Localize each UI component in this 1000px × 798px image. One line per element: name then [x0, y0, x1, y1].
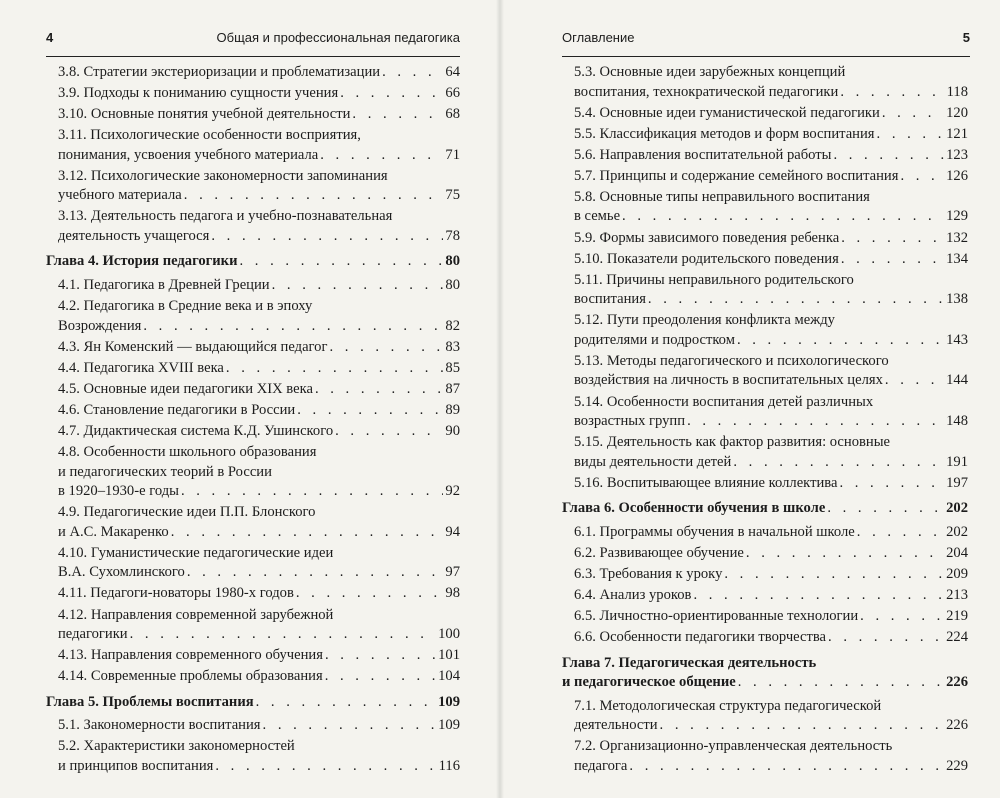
dot-leader	[833, 146, 944, 166]
toc-section-entry	[562, 474, 968, 494]
toc-entry-last-line	[574, 544, 968, 564]
table-of-contents	[46, 63, 460, 778]
toc-entry-text: 4.2. Педагогика в Средние века и в эпоху	[58, 298, 313, 315]
toc-entry-text: 6.2. Развивающее обучение	[574, 544, 744, 561]
toc-entry-text: и принципов воспитания	[58, 757, 214, 774]
toc-entry-text: 5.13. Методы педагогического и психологического	[574, 352, 889, 369]
toc-page-number: 209	[946, 565, 968, 582]
dot-leader	[885, 371, 944, 391]
toc-section-entry	[46, 105, 460, 125]
dot-leader	[857, 523, 944, 543]
toc-section-entry	[46, 646, 460, 666]
toc-page-number: 98	[445, 585, 460, 602]
toc-section-entry	[46, 401, 460, 421]
toc-section-entry	[46, 380, 460, 400]
toc-section-entry	[562, 229, 968, 249]
dot-leader	[187, 563, 444, 583]
toc-entry-last-line	[58, 186, 460, 206]
toc-entry-text: 5.15. Деятельность как фактор развития: основные	[574, 434, 890, 451]
toc-chapter-entry	[562, 499, 968, 519]
toc-entry-text: родителями и подростком	[574, 331, 735, 348]
dot-leader	[660, 716, 945, 736]
toc-section-entry	[562, 586, 968, 606]
dot-leader	[226, 359, 443, 379]
toc-entry-last-line	[46, 693, 460, 713]
toc-entry-text: воспитания	[574, 291, 646, 308]
toc-entry-text: 5.12. Пути преодоления конфликта между	[574, 312, 835, 329]
dot-leader	[746, 544, 944, 564]
toc-entry-last-line	[58, 63, 460, 83]
toc-page-number: 116	[438, 757, 460, 774]
toc-section-entry	[46, 338, 460, 358]
toc-entry-text: 4.9. Педагогические идеи П.П. Блонского	[58, 504, 316, 521]
toc-section-entry	[562, 352, 968, 391]
toc-entry-text: 4.8. Особенности школьного образования	[58, 444, 317, 461]
toc-section-entry	[46, 84, 460, 104]
dot-leader	[841, 229, 944, 249]
toc-entry-last-line	[46, 252, 460, 272]
toc-entry-last-line	[58, 276, 460, 296]
toc-entry-text: 6.5. Личностно-ориентированные технологии	[574, 608, 859, 625]
running-title: Оглавление	[562, 30, 635, 45]
toc-entry-text: воспитания, технократической педагогики	[574, 83, 839, 100]
dot-leader	[900, 167, 944, 187]
toc-section-entry	[562, 188, 968, 227]
toc-section-entry	[562, 628, 968, 648]
dot-leader	[860, 607, 944, 627]
toc-entry-last-line	[58, 146, 460, 166]
toc-entry-text: 5.10. Показатели родительского поведения	[574, 250, 839, 267]
dot-leader	[687, 412, 944, 432]
toc-section-entry	[562, 146, 968, 166]
toc-entry-text: в 1920–1930-е годы	[58, 483, 179, 500]
toc-section-entry	[562, 697, 968, 736]
toc-entry-text: 5.16. Воспитывающее влияние коллектива	[574, 474, 838, 491]
toc-entry-last-line	[574, 83, 968, 103]
toc-entry-last-line	[58, 422, 460, 442]
toc-page-number: 121	[946, 125, 968, 142]
toc-page-number: 204	[946, 544, 968, 561]
toc-entry-text: 6.4. Анализ уроков	[574, 587, 692, 603]
toc-entry-last-line	[574, 290, 968, 310]
toc-page-number: 134	[946, 250, 968, 267]
toc-entry-text: 3.11. Психологические особенности восприятия,	[58, 127, 361, 144]
toc-entry-last-line	[574, 586, 968, 606]
toc-entry-last-line	[574, 331, 968, 351]
toc-section-entry	[46, 422, 460, 442]
toc-page-number: 202	[946, 523, 968, 540]
toc-page-number: 85	[445, 359, 460, 376]
toc-section-entry	[562, 250, 968, 270]
dot-leader	[877, 125, 945, 145]
dot-leader	[315, 380, 443, 400]
toc-section-entry	[562, 565, 968, 585]
toc-entry-last-line	[58, 105, 460, 125]
toc-entry-last-line	[58, 584, 460, 604]
toc-entry-text: учебного материала	[58, 187, 182, 204]
toc-page-number: 68	[445, 106, 460, 123]
toc-entry-last-line	[58, 84, 460, 104]
toc-entry-text: 3.13. Деятельность педагога и учебно-познавательная	[58, 208, 393, 225]
dot-leader	[724, 565, 944, 585]
dot-leader	[352, 105, 443, 125]
toc-entry-text: 4.13. Направления современного обучения	[58, 647, 323, 664]
toc-section-entry	[46, 443, 460, 502]
toc-page-number: 126	[946, 167, 968, 184]
toc-page-number: 94	[445, 523, 460, 540]
dot-leader	[296, 584, 444, 604]
dot-leader	[841, 250, 944, 270]
dot-leader	[325, 667, 436, 687]
toc-entry-last-line	[58, 667, 460, 687]
toc-entry-text: 4.4. Педагогика XVIII века	[58, 359, 224, 376]
toc-entry-last-line	[574, 146, 968, 166]
toc-entry-last-line	[58, 482, 460, 502]
dot-leader	[839, 474, 944, 494]
toc-page-number: 75	[445, 187, 460, 204]
toc-entry-last-line	[574, 104, 968, 124]
toc-page-number: 80	[445, 276, 460, 293]
dot-leader	[329, 338, 443, 358]
toc-page-number: 191	[946, 453, 968, 470]
table-of-contents	[562, 63, 968, 778]
toc-entry-text: 4.10. Гуманистические педагогические идеи	[58, 544, 334, 561]
toc-section-entry	[562, 433, 968, 472]
toc-entry-last-line	[574, 371, 968, 391]
dot-leader	[215, 757, 436, 777]
toc-page-number: 109	[438, 717, 460, 734]
toc-page-number: 197	[946, 474, 968, 491]
dot-leader	[738, 673, 944, 693]
toc-page-number: 118	[946, 83, 968, 100]
toc-section-entry	[562, 167, 968, 187]
toc-entry-text: 3.10. Основные понятия учебной деятельности	[58, 106, 351, 123]
toc-section-entry	[562, 63, 968, 102]
dot-leader	[130, 625, 436, 645]
toc-entry-text: 4.1. Педагогика в Древней Греции	[58, 276, 270, 293]
dot-leader	[181, 482, 443, 502]
toc-page-number: 224	[946, 629, 968, 646]
dot-leader	[629, 757, 944, 777]
toc-entry-last-line	[58, 523, 460, 543]
dot-leader	[840, 83, 944, 103]
toc-entry-text: 5.14. Особенности воспитания детей различных	[574, 393, 874, 410]
toc-section-entry	[46, 584, 460, 604]
toc-entry-last-line	[574, 716, 968, 736]
toc-entry-text: 4.7. Дидактическая система К.Д. Ушинского	[58, 423, 334, 440]
toc-page-number: 66	[445, 85, 460, 102]
toc-entry-text: 4.11. Педагоги-новаторы 1980-х годов	[58, 585, 294, 602]
toc-entry-text: 4.12. Направления современной зарубежной	[58, 606, 334, 623]
toc-page-number: 123	[946, 146, 968, 163]
toc-section-entry	[562, 311, 968, 350]
toc-entry-last-line	[574, 250, 968, 270]
toc-page-number: 97	[445, 564, 460, 581]
running-header	[562, 30, 970, 52]
toc-page-number: 132	[946, 229, 968, 246]
toc-section-entry	[46, 716, 460, 736]
dot-leader	[272, 276, 444, 296]
toc-page-number: 101	[438, 647, 460, 664]
dot-leader	[320, 146, 443, 166]
dot-leader	[211, 227, 443, 247]
page-number: 4	[46, 30, 54, 45]
toc-entry-text: 5.9. Формы зависимого поведения ребенка	[574, 229, 840, 246]
toc-entry-text: 6.3. Требования к уроку	[574, 565, 723, 582]
header-rule	[562, 56, 970, 57]
toc-entry-text: и педагогическое общение	[562, 674, 736, 691]
toc-section-entry	[46, 63, 460, 83]
toc-entry-last-line	[574, 757, 968, 777]
toc-page-number: 83	[445, 338, 460, 355]
toc-page-number: 219	[946, 608, 968, 625]
running-title: Общая и профессиональная педагогика	[216, 30, 460, 45]
toc-page-number: 129	[946, 208, 968, 225]
toc-entry-last-line	[574, 167, 968, 187]
toc-section-entry	[46, 667, 460, 687]
toc-entry-text: 5.5. Классификация методов и форм воспитания	[574, 125, 875, 142]
dot-leader	[648, 290, 944, 310]
toc-page-number: 100	[438, 626, 460, 642]
toc-entry-last-line	[58, 625, 460, 645]
page-number: 5	[962, 30, 970, 45]
toc-entry-text: деятельность учащегося	[58, 227, 210, 244]
toc-entry-text: 5.8. Основные типы неправильного воспитания	[574, 188, 870, 205]
toc-page-number: 104	[438, 668, 460, 685]
toc-entry-last-line	[562, 499, 968, 519]
toc-page-number: 71	[445, 146, 460, 163]
toc-entry-text: 7.2. Организационно-управленческая деятельность	[574, 738, 893, 755]
toc-page-number: 90	[445, 423, 460, 440]
toc-page-number: 64	[445, 64, 460, 80]
toc-entry-text: Возрождения	[58, 317, 142, 334]
toc-entry-text: 5.6. Направления воспитательной работы	[574, 146, 832, 163]
toc-page-number: 226	[946, 674, 968, 691]
toc-entry-text: Глава 6. Особенности обучения в школе	[562, 500, 826, 517]
toc-section-entry	[562, 607, 968, 627]
toc-entry-text: и А.С. Макаренко	[58, 523, 169, 540]
dot-leader	[256, 693, 436, 713]
toc-section-entry	[46, 167, 460, 206]
toc-entry-text: 6.6. Особенности педагогики творчества	[574, 629, 827, 646]
toc-entry-text: Глава 7. Педагогическая деятельность	[562, 654, 817, 671]
toc-entry-last-line	[58, 646, 460, 666]
toc-entry-text: 5.3. Основные идеи зарубежных концепций	[574, 64, 846, 80]
toc-entry-text: 4.14. Современные проблемы образования	[58, 668, 323, 685]
toc-page-number: 87	[445, 380, 460, 397]
toc-entry-last-line	[58, 380, 460, 400]
dot-leader	[325, 646, 436, 666]
toc-section-entry	[46, 276, 460, 296]
toc-entry-text: педагога	[574, 757, 628, 774]
toc-section-entry	[562, 125, 968, 145]
dot-leader	[622, 207, 944, 227]
toc-page-number: 78	[445, 227, 460, 244]
dot-leader	[143, 317, 443, 337]
toc-page-number: 92	[445, 483, 460, 500]
toc-entry-last-line	[58, 317, 460, 337]
toc-entry-text: 5.1. Закономерности воспитания	[58, 717, 261, 734]
toc-page-number: 226	[946, 717, 968, 734]
toc-entry-text: 5.2. Характеристики закономерностей	[58, 738, 295, 755]
toc-entry-text: 4.3. Ян Коменский — выдающийся педагог	[58, 338, 328, 355]
toc-entry-last-line	[574, 229, 968, 249]
toc-section-entry	[46, 503, 460, 542]
toc-page-number: 89	[445, 401, 460, 418]
toc-entry-text: 3.12. Психологические закономерности запоминания	[58, 167, 388, 184]
toc-entry-text: Глава 5. Проблемы воспитания	[46, 693, 254, 710]
running-header	[46, 30, 460, 52]
dot-leader	[693, 586, 944, 606]
dot-leader	[733, 453, 944, 473]
toc-entry-last-line	[58, 227, 460, 247]
toc-section-entry	[562, 393, 968, 432]
toc-entry-text: и педагогических теорий в России	[58, 463, 272, 480]
toc-entry-last-line	[58, 563, 460, 583]
toc-section-entry	[562, 104, 968, 124]
toc-entry-last-line	[58, 757, 460, 777]
toc-section-entry	[562, 544, 968, 564]
header-rule	[46, 56, 460, 57]
toc-page-number: 144	[946, 372, 968, 389]
toc-section-entry	[46, 606, 460, 645]
toc-section-entry	[46, 207, 460, 246]
toc-chapter-entry	[46, 252, 460, 272]
toc-entry-last-line	[574, 565, 968, 585]
toc-section-entry	[46, 737, 460, 776]
toc-page-number: 82	[445, 317, 460, 334]
toc-entry-text: педагогики	[58, 626, 128, 642]
toc-section-entry	[562, 737, 968, 776]
toc-entry-text: 4.5. Основные идеи педагогики XIX века	[58, 380, 313, 397]
toc-page-number: 138	[946, 291, 968, 308]
toc-section-entry	[46, 544, 460, 583]
dot-leader	[340, 84, 443, 104]
toc-entry-text: 6.1. Программы обучения в начальной школе	[574, 523, 855, 540]
toc-entry-text: 3.8. Стратегии экстериоризации и проблематизации	[58, 64, 381, 80]
toc-entry-last-line	[574, 607, 968, 627]
toc-section-entry	[46, 297, 460, 336]
toc-entry-text: 3.9. Подходы к пониманию сущности учения	[58, 85, 339, 102]
dot-leader	[263, 716, 437, 736]
toc-entry-last-line	[562, 673, 968, 693]
toc-entry-text: возрастных групп	[574, 413, 686, 430]
toc-entry-text: Глава 4. История педагогики	[46, 253, 238, 270]
toc-entry-last-line	[574, 207, 968, 227]
toc-entry-last-line	[58, 401, 460, 421]
right-page	[500, 0, 1000, 798]
dot-leader	[335, 422, 443, 442]
toc-page-number: 80	[445, 253, 460, 270]
toc-entry-last-line	[574, 453, 968, 473]
toc-entry-last-line	[574, 474, 968, 494]
toc-entry-text: деятельности	[574, 717, 658, 734]
dot-leader	[882, 104, 944, 124]
toc-chapter-entry	[46, 693, 460, 713]
toc-entry-last-line	[58, 338, 460, 358]
toc-entry-text: в семье	[574, 208, 621, 225]
toc-entry-text: виды деятельности детей	[574, 453, 732, 470]
dot-leader	[297, 401, 443, 421]
toc-page-number: 143	[946, 331, 968, 348]
toc-section-entry	[562, 271, 968, 310]
toc-chapter-entry	[562, 654, 968, 693]
toc-entry-text: воздействия на личность в воспитательных целях	[574, 372, 883, 389]
toc-entry-text: 4.6. Становление педагогики в России	[58, 401, 296, 418]
dot-leader	[382, 63, 443, 83]
toc-entry-text: 5.7. Принципы и содержание семейного воспитания	[574, 167, 899, 184]
toc-entry-text: 7.1. Методологическая структура педагогической	[574, 697, 882, 714]
dot-leader	[240, 252, 444, 272]
toc-page-number: 213	[946, 587, 968, 603]
toc-entry-text: В.А. Сухомлинского	[58, 564, 185, 581]
toc-page-number: 202	[946, 500, 968, 517]
toc-entry-last-line	[58, 359, 460, 379]
toc-entry-text: понимания, усвоения учебного материала	[58, 146, 319, 163]
toc-page-number: 109	[438, 693, 460, 710]
toc-page-number: 148	[946, 413, 968, 430]
toc-page-number: 229	[946, 757, 968, 774]
dot-leader	[827, 499, 944, 519]
toc-entry-last-line	[574, 125, 968, 145]
toc-entry-text: 5.4. Основные идеи гуманистической педагогики	[574, 104, 880, 121]
toc-section-entry	[46, 126, 460, 165]
dot-leader	[184, 186, 444, 206]
toc-entry-last-line	[574, 412, 968, 432]
toc-entry-last-line	[58, 716, 460, 736]
toc-section-entry	[562, 523, 968, 543]
toc-section-entry	[46, 359, 460, 379]
dot-leader	[171, 523, 444, 543]
toc-entry-text: 5.11. Причины неправильного родительского	[574, 271, 854, 288]
dot-leader	[828, 628, 944, 648]
dot-leader	[737, 331, 944, 351]
toc-entry-last-line	[574, 523, 968, 543]
toc-page-number: 120	[946, 104, 968, 121]
toc-entry-last-line	[574, 628, 968, 648]
